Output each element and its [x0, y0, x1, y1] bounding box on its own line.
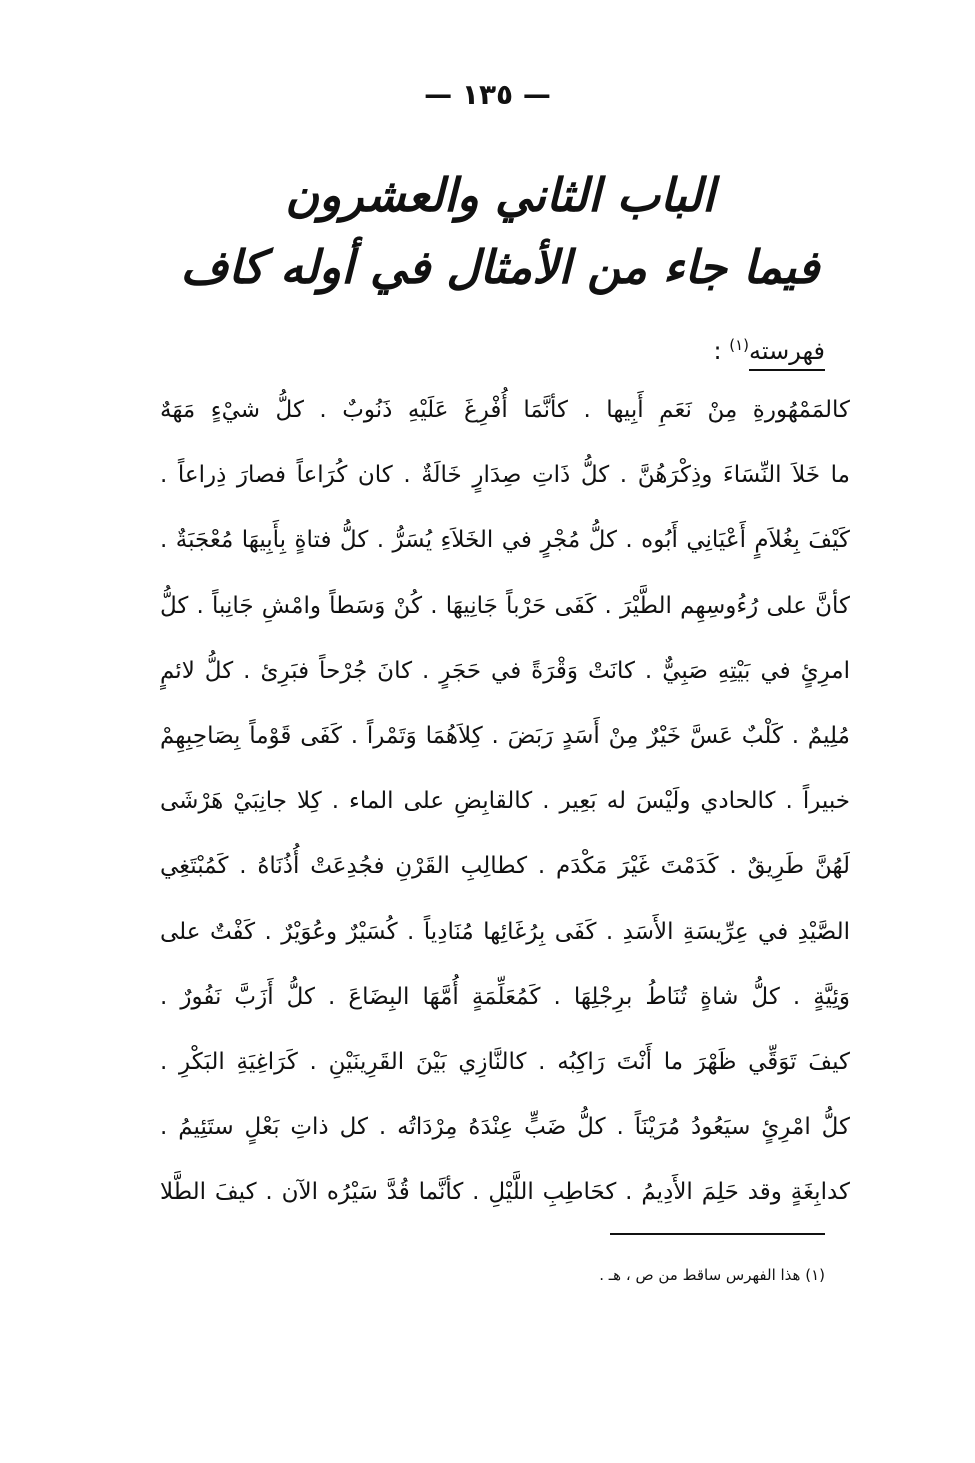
text-line: امرِئٍ في بَيْتِهِ صَبِيٌّ . كانَتْ وَقْرَةً في حَجَرٍ . كانَ جُرْحاً فبَرِئ . كلُّ لائمٍ: [160, 657, 850, 684]
chapter-title: الباب الثاني والعشرون: [285, 168, 715, 222]
text-line: وَئِيَّةٍ . كلُّ شاةٍ تُنَاطُ برِجْلِهَا . كَمُعَلِّمَةٍ أُمَّهَا البِضَاعَ . كلُّ أَزَبَّ نَفُورٌ .: [160, 983, 850, 1010]
text-line: كَيْفَ بِغُلاَمٍ أَعْيَانِي أَبُوه . كلُّ مُجْرٍ في الخَلاَءِ يُسَرُّ . كلُّ فتاةٍ بِأَبِيهَا مُعْجَبَةٌ .: [160, 527, 850, 554]
text-line: الصَّيْدِ في عِرِّيسَةِ الأَسَدِ . كَفَى بِرُغَائِها مُنَادِياً . كُسَيْرٌ وعُوَيْرٌ . كَفْتٌ على: [160, 918, 850, 945]
text-line: مُلِيمٌ . كَلْبٌ عَسَّ خَيْرٌ مِنْ أَسَدٍ رَبَضَ . كِلاَهُمَا وَتَمْراً . كَفَى قَوْماً بِصَاحِبِهِمْ: [160, 722, 850, 749]
footnote-reference: (١): [729, 336, 749, 354]
text-line: كالمَمْهُورةِ مِنْ نَعَمِ أَبِيها . كأنَّمَا أُفْرِغَ عَلَيْهِ ذَنُوبٌ . كلُّ شيْءٍ مَهَهٌ: [160, 397, 850, 423]
text-line: كلُّ امْرِئٍ سيَعُودُ مُرَيْنَاً . كلُّ ضَبٍّ عِنْدَهُ مِرْدَاتُه . كل ذاتِ بَعْلٍ ستَئِيمُ .: [160, 1114, 850, 1141]
index-heading: [713, 336, 825, 365]
text-line: كأنَّ على رُءُوسِهِم الطَّيْرَ . كَفَى حَرْباً جَانِيهَا . كُنْ وَسَطاً وامْشِ جَانِباً . كلُّ: [160, 592, 850, 619]
text-line: لَهُنَّ طَرِيقٌ . كَدَمْتَ غَيْرَ مَكْدَم . كطالِبِ القَرْنِ فجُدِعَتْ أُذُنَاهُ . كَمُبْتَغِي: [160, 853, 850, 880]
body-text: [160, 378, 850, 1225]
text-line: خبيراً . كالحادي ولَيْسَ له بَعِير . كالقابِضِ على الماء . كِلا جانِبَيْ هَرْشَى: [160, 788, 850, 815]
page-number: — ١٣٥ —: [424, 78, 551, 111]
chapter-subtitle: فيما جاء من الأمثال في أوله كاف: [180, 240, 820, 294]
text-line: كدابِغَةٍ وقد حَلِمَ الأَدِيمُ . كحَاطِبِ اللَّيْلِ . كأنَّما قُدَّ سَيْرُه الآن . كيفَ الطَّلا: [160, 1179, 850, 1206]
footnote-divider: [610, 1233, 825, 1235]
footnote: (١) هذا الفهرس ساقط من ص ، هـ .: [599, 1266, 825, 1284]
text-line: كيفَ تَوَقِّي ظَهْرَ ما أَنْتَ رَاكِبُه . كالنَّازِي بَيْنَ القَرِينَيْنِ . كَرَاغِيَةِ البَكْرِ .: [160, 1048, 850, 1075]
index-label: فهرسته: [749, 337, 825, 371]
text-line: ما خَلاَ النِّسَاءَ وذِكْرَهُنَّ . كلُّ ذَاتِ صِدَارٍ خَالَةٌ . كان كُرَاعاً فصارَ ذِراعاً .: [160, 462, 850, 489]
index-colon: :: [713, 337, 722, 365]
